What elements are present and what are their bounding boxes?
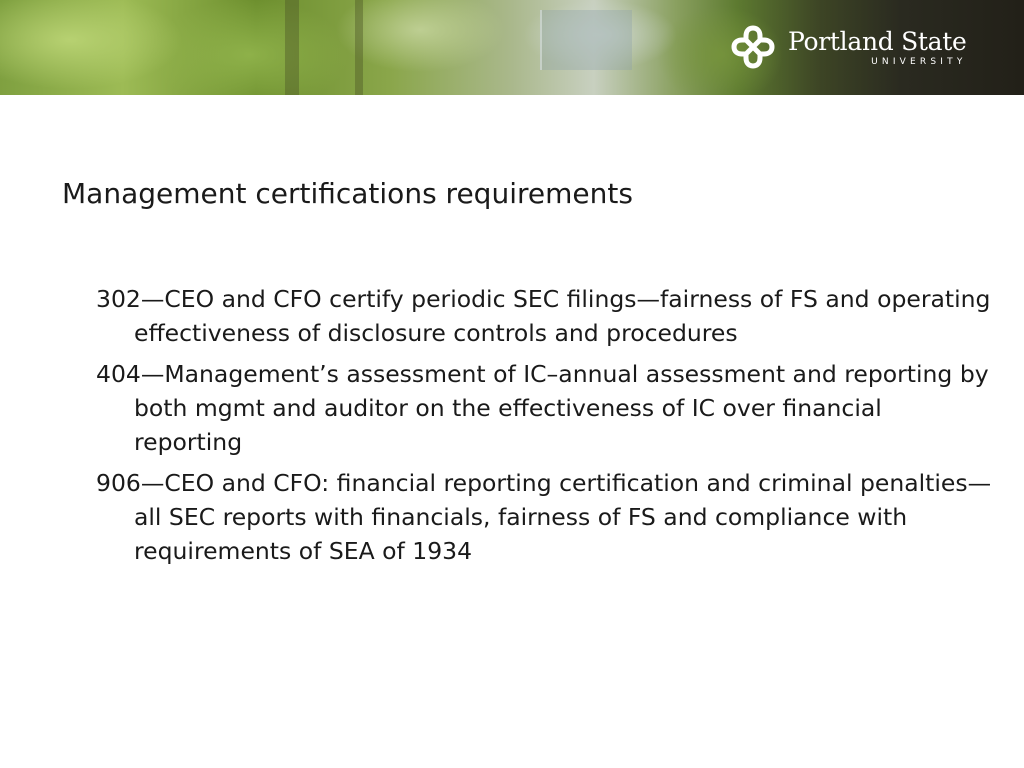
banner-photo-detail [285, 0, 299, 95]
banner-photo-detail [355, 0, 363, 95]
slide-bullet-list [96, 282, 996, 575]
header-banner [0, 0, 1024, 95]
bullet-item: 906—CEO and CFO: financial reporting certification and criminal penalties—all SEC reports with financials, fairness of FS and compliance with requirements of SEA of 1934 [96, 469, 992, 565]
banner-photo-detail [540, 10, 632, 70]
bullet-item: 404—Management’s assessment of IC–annual assessment and reporting by both mgmt and auditor on the effectiveness of IC over financial reporting [96, 360, 989, 456]
slide-title: Management certifications requirements [62, 177, 633, 210]
logo-name: Portland State [788, 26, 967, 56]
logo-subtitle: UNIVERSITY [871, 56, 967, 67]
university-logo [728, 20, 967, 74]
psu-knot-icon [728, 22, 778, 72]
bullet-item: 302—CEO and CFO certify periodic SEC filings—fairness of FS and operating effectiveness of disclosure controls and procedures [96, 285, 991, 347]
